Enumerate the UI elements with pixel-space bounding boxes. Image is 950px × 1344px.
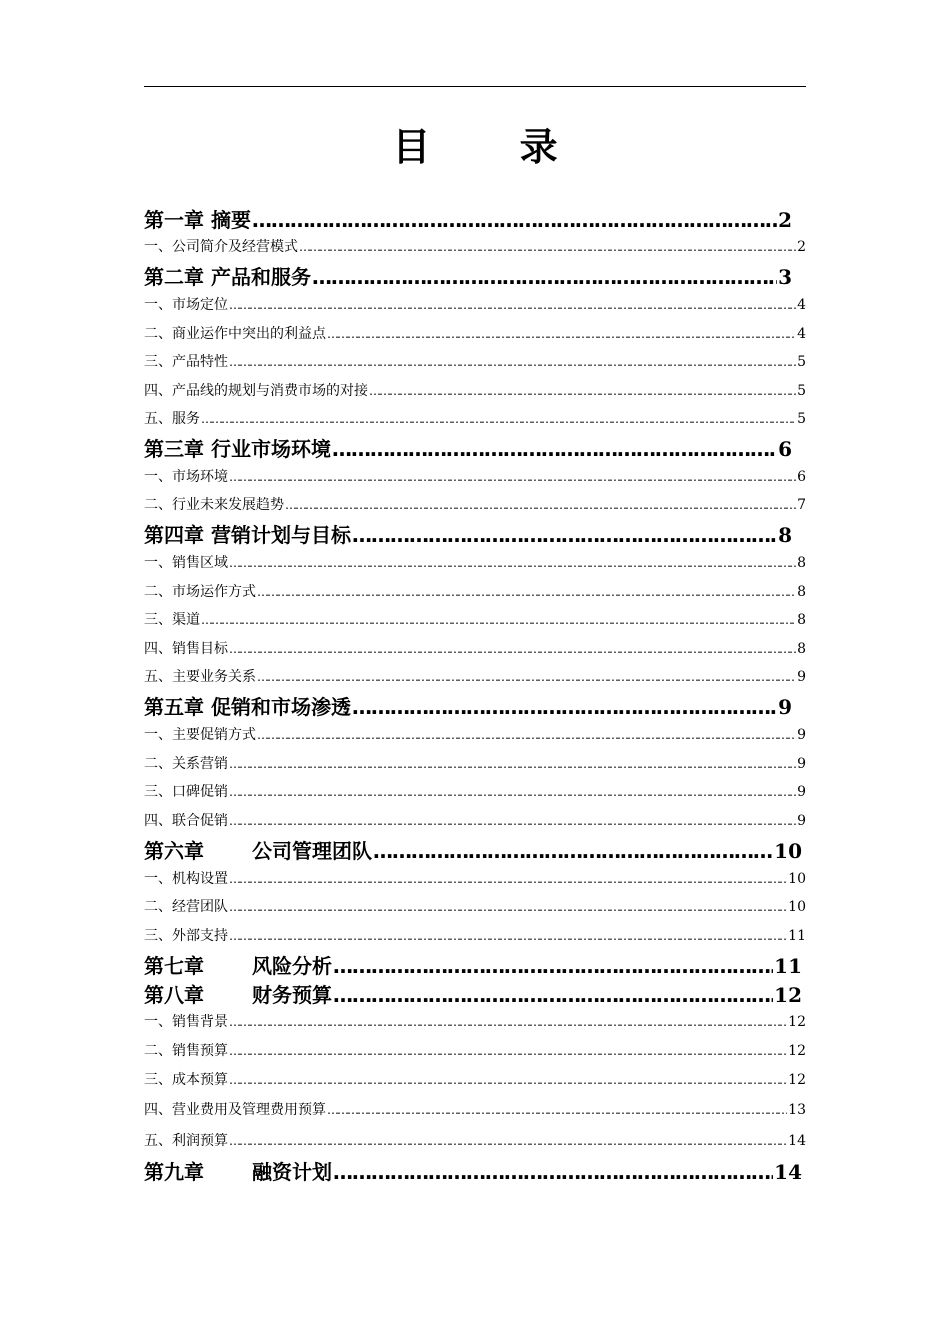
toc-page-number: 14 bbox=[774, 1160, 802, 1184]
toc-section-entry[interactable] bbox=[144, 721, 806, 749]
toc-dot-leader bbox=[352, 692, 777, 722]
toc-entry-label bbox=[144, 491, 284, 519]
toc-section-entry[interactable] bbox=[144, 377, 806, 405]
toc-page-number: 11 bbox=[774, 954, 802, 978]
toc-dot-leader bbox=[229, 348, 796, 376]
toc-section-entry[interactable] bbox=[144, 663, 806, 691]
toc-chapter-entry[interactable] bbox=[144, 205, 792, 235]
toc-entry-title: 三、外部支持 bbox=[144, 928, 228, 944]
toc-entry-label bbox=[144, 405, 200, 433]
toc-entry-label bbox=[144, 1157, 332, 1187]
toc-entry-label bbox=[144, 320, 326, 348]
toc-chapter-entry[interactable] bbox=[144, 980, 802, 1010]
page-title: 目 录 bbox=[392, 125, 596, 169]
toc-entry-title: 一、主要促销方式 bbox=[144, 727, 256, 743]
toc-entry-title: 三、成本预算 bbox=[144, 1072, 228, 1088]
toc-page-number: 10 bbox=[788, 871, 806, 887]
toc-section-entry[interactable] bbox=[144, 807, 806, 835]
toc-dot-leader bbox=[299, 233, 796, 261]
toc-page-number: 14 bbox=[788, 1133, 806, 1149]
toc-page-number: 9 bbox=[797, 669, 806, 685]
toc-entry-label bbox=[144, 778, 228, 806]
toc-entry-label bbox=[144, 692, 351, 722]
toc-entry-subtitle: 财务预算 bbox=[252, 983, 332, 1007]
toc-section-entry[interactable] bbox=[144, 1127, 806, 1155]
toc-entry-label bbox=[144, 1037, 228, 1065]
toc-page-number: 9 bbox=[778, 695, 792, 719]
toc-dot-leader bbox=[312, 262, 777, 292]
toc-section-entry[interactable] bbox=[144, 635, 806, 663]
toc-page-number: 8 bbox=[797, 555, 806, 571]
toc-entry-title: 二、行业未来发展趋势 bbox=[144, 497, 284, 513]
toc-dot-leader bbox=[229, 893, 787, 921]
toc-entry-title: 五、利润预算 bbox=[144, 1133, 228, 1149]
toc-section-entry[interactable] bbox=[144, 750, 806, 778]
toc-entry-label bbox=[144, 291, 228, 319]
toc-entry-label bbox=[144, 721, 256, 749]
toc-dot-leader bbox=[333, 980, 773, 1010]
toc-entry-title: 第六章 bbox=[144, 839, 204, 863]
toc-dot-leader bbox=[333, 1157, 773, 1187]
toc-entry-title: 四、产品线的规划与消费市场的对接 bbox=[144, 383, 368, 399]
toc-dot-leader bbox=[229, 1066, 787, 1094]
toc-entry-title: 第七章 bbox=[144, 954, 204, 978]
toc-chapter-entry[interactable] bbox=[144, 434, 792, 464]
toc-dot-leader bbox=[229, 1037, 787, 1065]
toc-entry-label bbox=[144, 520, 351, 550]
toc-page-number: 5 bbox=[797, 354, 806, 370]
toc-dot-leader bbox=[257, 578, 796, 606]
toc-section-entry[interactable] bbox=[144, 893, 806, 921]
toc-entry-label bbox=[144, 205, 251, 235]
toc-section-entry[interactable] bbox=[144, 922, 806, 950]
toc-page-number: 12 bbox=[788, 1072, 806, 1088]
toc-entry-label bbox=[144, 606, 200, 634]
header-rule bbox=[144, 86, 806, 87]
toc-dot-leader bbox=[201, 606, 796, 634]
toc-entry-title: 三、渠道 bbox=[144, 612, 200, 628]
toc-section-entry[interactable] bbox=[144, 491, 806, 519]
toc-page-number: 9 bbox=[797, 813, 806, 829]
toc-section-entry[interactable] bbox=[144, 463, 806, 491]
toc-entry-title: 二、市场运作方式 bbox=[144, 584, 256, 600]
toc-entry-label bbox=[144, 635, 228, 663]
toc-page-number: 2 bbox=[778, 208, 792, 232]
toc-entry-label bbox=[144, 1008, 228, 1036]
toc-dot-leader bbox=[229, 291, 796, 319]
toc-entry-label bbox=[144, 980, 332, 1010]
toc-entry-title: 二、经营团队 bbox=[144, 899, 228, 915]
toc-entry-title: 五、主要业务关系 bbox=[144, 669, 256, 685]
toc-entry-title: 二、商业运作中突出的利益点 bbox=[144, 326, 326, 342]
toc-dot-leader bbox=[252, 205, 777, 235]
toc-dot-leader bbox=[352, 520, 777, 550]
toc-section-entry[interactable] bbox=[144, 578, 806, 606]
toc-entry-label bbox=[144, 1127, 228, 1155]
toc-entry-title: 三、口碑促销 bbox=[144, 784, 228, 800]
toc-dot-leader bbox=[229, 635, 796, 663]
toc-section-entry[interactable] bbox=[144, 320, 806, 348]
toc-page-number: 6 bbox=[778, 437, 792, 461]
toc-entry-label bbox=[144, 233, 298, 261]
toc-dot-leader bbox=[229, 750, 796, 778]
toc-entry-label bbox=[144, 750, 228, 778]
toc-chapter-entry[interactable] bbox=[144, 692, 792, 722]
toc-page-number: 10 bbox=[774, 839, 802, 863]
toc-dot-leader bbox=[327, 1096, 787, 1124]
toc-entry-title: 第三章 行业市场环境 bbox=[144, 437, 331, 461]
toc-entry-title: 二、销售预算 bbox=[144, 1043, 228, 1059]
toc-entry-title: 第四章 营销计划与目标 bbox=[144, 523, 351, 547]
toc-entry-label bbox=[144, 807, 228, 835]
toc-page-number: 13 bbox=[788, 1102, 806, 1118]
toc-page-number: 8 bbox=[778, 523, 792, 547]
toc-dot-leader bbox=[285, 491, 796, 519]
toc-page-number: 4 bbox=[797, 326, 806, 342]
toc-entry-title: 第八章 bbox=[144, 983, 204, 1007]
toc-dot-leader bbox=[229, 778, 796, 806]
toc-chapter-entry[interactable] bbox=[144, 262, 792, 292]
toc-entry-title: 一、销售区域 bbox=[144, 555, 228, 571]
toc-entry-label bbox=[144, 1066, 228, 1094]
toc-page-number: 9 bbox=[797, 756, 806, 772]
toc-page-number: 12 bbox=[774, 983, 802, 1007]
toc-section-entry[interactable] bbox=[144, 1096, 806, 1124]
toc-dot-leader bbox=[229, 463, 796, 491]
toc-section-entry[interactable] bbox=[144, 405, 806, 433]
toc-section-entry[interactable] bbox=[144, 778, 806, 806]
toc-entry-title: 四、联合促销 bbox=[144, 813, 228, 829]
toc-page-number: 4 bbox=[797, 297, 806, 313]
toc-page-number: 6 bbox=[797, 469, 806, 485]
toc-page-number: 8 bbox=[797, 641, 806, 657]
toc-entry-label bbox=[144, 836, 372, 866]
toc-entry-label bbox=[144, 348, 228, 376]
toc-entry-title: 第一章 摘要 bbox=[144, 208, 251, 232]
toc-entry-label bbox=[144, 951, 332, 981]
toc-dot-leader bbox=[229, 807, 796, 835]
toc-entry-title: 四、营业费用及管理费用预算 bbox=[144, 1102, 326, 1118]
toc-section-entry[interactable] bbox=[144, 348, 806, 376]
toc-section-entry[interactable] bbox=[144, 1066, 806, 1094]
toc-section-entry[interactable] bbox=[144, 606, 806, 634]
toc-entry-label bbox=[144, 663, 256, 691]
toc-section-entry[interactable] bbox=[144, 233, 806, 261]
toc-dot-leader bbox=[327, 320, 796, 348]
toc-section-entry[interactable] bbox=[144, 291, 806, 319]
toc-section-entry[interactable] bbox=[144, 865, 806, 893]
toc-entry-title: 三、产品特性 bbox=[144, 354, 228, 370]
toc-entry-title: 四、销售目标 bbox=[144, 641, 228, 657]
toc-section-entry[interactable] bbox=[144, 1008, 806, 1036]
toc-chapter-entry[interactable] bbox=[144, 1157, 802, 1187]
toc-entry-label bbox=[144, 434, 331, 464]
toc-entry-title: 五、服务 bbox=[144, 411, 200, 427]
toc-page-number: 3 bbox=[778, 265, 792, 289]
toc-entry-subtitle: 公司管理团队 bbox=[252, 839, 372, 863]
toc-dot-leader bbox=[229, 1008, 787, 1036]
toc-entry-title: 一、销售背景 bbox=[144, 1014, 228, 1030]
toc-dot-leader bbox=[257, 663, 796, 691]
toc-page-number: 8 bbox=[797, 584, 806, 600]
toc-chapter-entry[interactable] bbox=[144, 951, 802, 981]
toc-page-number: 12 bbox=[788, 1043, 806, 1059]
toc-entry-label bbox=[144, 549, 228, 577]
toc-section-entry[interactable] bbox=[144, 549, 806, 577]
toc-dot-leader bbox=[229, 549, 796, 577]
toc-dot-leader bbox=[373, 836, 773, 866]
toc-page-number: 9 bbox=[797, 727, 806, 743]
toc-dot-leader bbox=[229, 1127, 787, 1155]
toc-dot-leader bbox=[333, 951, 773, 981]
toc-dot-leader bbox=[229, 865, 787, 893]
toc-entry-label bbox=[144, 922, 228, 950]
toc-entry-label bbox=[144, 865, 228, 893]
toc-page-number: 11 bbox=[788, 928, 806, 944]
toc-entry-label bbox=[144, 578, 256, 606]
toc-entry-title: 一、市场环境 bbox=[144, 469, 228, 485]
toc-entry-title: 一、公司简介及经营模式 bbox=[144, 239, 298, 255]
toc-entry-label bbox=[144, 463, 228, 491]
toc-entry-title: 二、关系营销 bbox=[144, 756, 228, 772]
toc-entry-title: 一、机构设置 bbox=[144, 871, 228, 887]
toc-page-number: 9 bbox=[797, 784, 806, 800]
toc-chapter-entry[interactable] bbox=[144, 836, 802, 866]
toc-page-number: 12 bbox=[788, 1014, 806, 1030]
toc-entry-subtitle: 风险分析 bbox=[252, 954, 332, 978]
toc-page-number: 2 bbox=[797, 239, 806, 255]
toc-page-number: 7 bbox=[797, 497, 806, 513]
toc-page-number: 8 bbox=[797, 612, 806, 628]
toc-entry-title: 第二章 产品和服务 bbox=[144, 265, 311, 289]
toc-chapter-entry[interactable] bbox=[144, 520, 792, 550]
toc-page-number: 5 bbox=[797, 383, 806, 399]
toc-section-entry[interactable] bbox=[144, 1037, 806, 1065]
toc-entry-label bbox=[144, 1096, 326, 1124]
toc-dot-leader bbox=[369, 377, 796, 405]
toc-entry-title: 第五章 促销和市场渗透 bbox=[144, 695, 351, 719]
toc-entry-title: 第九章 bbox=[144, 1160, 204, 1184]
toc-page-number: 10 bbox=[788, 899, 806, 915]
toc-dot-leader bbox=[257, 721, 796, 749]
toc-entry-label bbox=[144, 262, 311, 292]
toc-page-number: 5 bbox=[797, 411, 806, 427]
toc-dot-leader bbox=[201, 405, 796, 433]
toc-entry-title: 一、市场定位 bbox=[144, 297, 228, 313]
toc-entry-subtitle: 融资计划 bbox=[252, 1160, 332, 1184]
toc-dot-leader bbox=[332, 434, 777, 464]
toc-entry-label bbox=[144, 377, 368, 405]
toc-dot-leader bbox=[229, 922, 787, 950]
toc-entry-label bbox=[144, 893, 228, 921]
